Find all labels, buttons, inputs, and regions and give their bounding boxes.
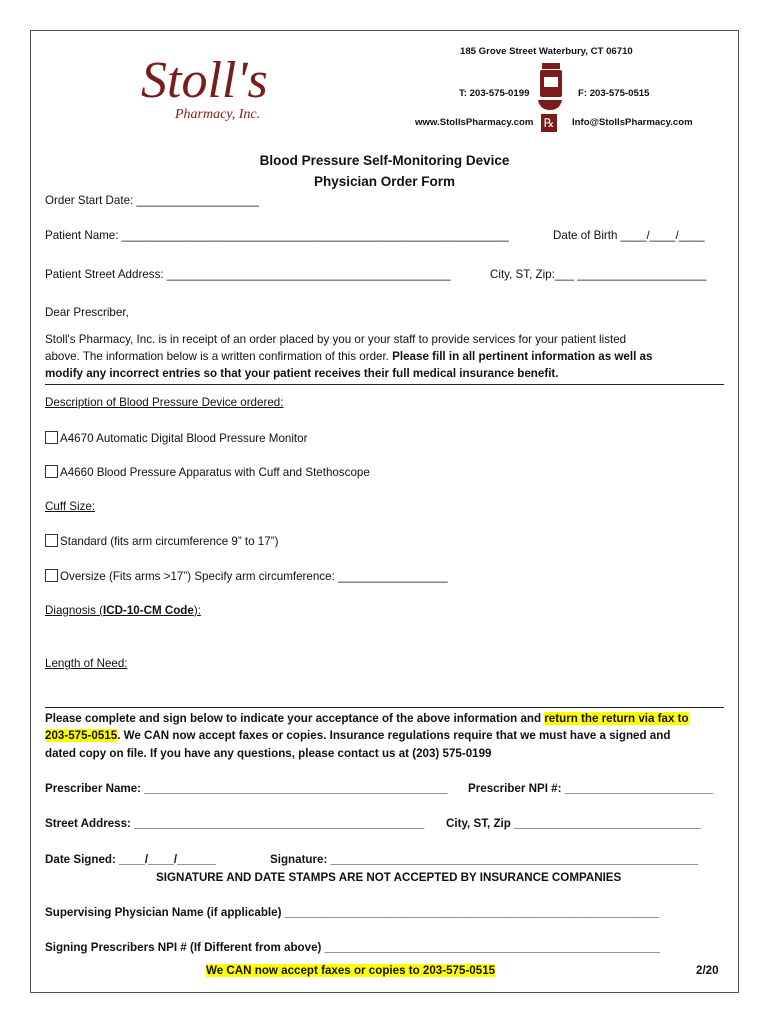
supervising-physician-field[interactable]: Supervising Physician Name (if applicable) __________________________________________________________: [45, 906, 659, 919]
checkbox-a4670[interactable]: [45, 431, 58, 444]
diagnosis-suffix: ):: [193, 604, 201, 617]
cuff-option-oversize[interactable]: [45, 569, 448, 583]
length-of-need-field[interactable]: Length of Need:: [45, 657, 128, 670]
checkbox-oversize[interactable]: [45, 569, 58, 582]
device-option-a4660[interactable]: [45, 465, 370, 479]
logo-main-text: Stoll's: [141, 52, 268, 109]
instructions-line-3: dated copy on file. If you have any questions, please contact us at (203) 575-0199: [45, 747, 492, 760]
device-option-a4670-label: A4670 Automatic Digital Blood Pressure Monitor: [60, 432, 308, 445]
prescriber-name-field[interactable]: Prescriber Name: _______________________________________________: [45, 782, 448, 795]
logo-sub-text: Pharmacy, Inc.: [175, 107, 261, 122]
salutation: Dear Prescriber,: [45, 306, 129, 319]
instructions-line-2: [45, 729, 670, 742]
letter-line-2-text: above. The information below is a written confirmation of this order.: [45, 350, 393, 363]
diagnosis-prefix: Diagnosis (: [45, 604, 103, 617]
pharmacy-address: 185 Grove Street Waterbury, CT 06710: [460, 46, 633, 57]
pill-bottle-icon: [539, 63, 563, 97]
order-start-date-field[interactable]: Order Start Date: ___________________: [45, 194, 260, 207]
date-of-birth-field[interactable]: Date of Birth ____/____/____: [553, 229, 705, 242]
instructions-fax-number: 203-575-0515: [45, 729, 118, 742]
prescriber-street-address-field[interactable]: Street Address: _____________________________________________: [45, 817, 425, 830]
device-option-a4670[interactable]: [45, 431, 307, 445]
instructions-line-1-text: Please complete and sign below to indicate your acceptance of the above information and: [45, 712, 545, 725]
checkbox-a4660[interactable]: [45, 465, 58, 478]
form-page: [30, 30, 739, 993]
cuff-option-standard-label: Standard (fits arm circumference 9” to 17”): [60, 535, 279, 548]
cuff-heading: Cuff Size:: [45, 500, 96, 513]
diagnosis-code: ICD-10-CM Code: [103, 604, 194, 617]
letter-line-3: modify any incorrect entries so that your patient receives their full medical insurance benefit.: [45, 367, 559, 380]
instructions-line-1: [45, 712, 689, 725]
mortar-icon: [537, 98, 563, 112]
form-title-line1: Blood Pressure Self-Monitoring Device: [259, 153, 510, 168]
patient-city-state-zip-field[interactable]: City, ST, Zip:___ ____________________: [490, 268, 707, 281]
footer-fax-notice: We CAN now accept faxes or copies to 203-575-0515: [206, 964, 496, 977]
checkbox-standard[interactable]: [45, 534, 58, 547]
letter-line-1: Stoll's Pharmacy, Inc. is in receipt of an order placed by you or your staff to provide services for your patient listed: [45, 333, 627, 346]
signature-field[interactable]: Signature: _________________________________________________________: [270, 853, 699, 866]
divider-middle: [45, 707, 724, 708]
patient-street-address-field[interactable]: Patient Street Address: ____________________________________________: [45, 268, 451, 281]
cuff-option-standard[interactable]: [45, 534, 278, 548]
patient-name-field[interactable]: Patient Name: ____________________________________________________________: [45, 229, 509, 242]
logo: [141, 51, 291, 131]
date-signed-field[interactable]: Date Signed: ____/____/______: [45, 853, 216, 866]
signing-prescriber-npi-field[interactable]: Signing Prescribers NPI # (If Different from above) ____________________________________________________: [45, 941, 660, 954]
device-heading: Description of Blood Pressure Device ordered:: [45, 396, 284, 409]
divider-top: [45, 384, 724, 385]
form-version: 2/20: [696, 964, 719, 977]
pharmacy-fax: F: 203-575-0515: [578, 88, 650, 99]
cuff-option-oversize-label: Oversize (Fits arms >17”) Specify arm circumference: _________________: [60, 570, 448, 583]
instructions-line-1-highlight: return the return via fax to: [544, 712, 689, 725]
rx-icon: ℞: [541, 114, 557, 132]
device-option-a4660-label: A4660 Blood Pressure Apparatus with Cuff and Stethoscope: [60, 466, 370, 479]
letter-line-2: [45, 350, 652, 363]
form-title-line2: Physician Order Form: [313, 174, 456, 189]
instructions-line-2-text: . We CAN now accept faxes or copies. Insurance regulations require that we must have a signed and: [117, 729, 671, 742]
letter-line-2-bold: Please fill in all pertinent information as well as: [392, 350, 653, 363]
pharmacy-email: Info@StollsPharmacy.com: [572, 117, 693, 128]
pharmacy-phone: T: 203-575-0199: [459, 88, 530, 99]
stamp-notice: SIGNATURE AND DATE STAMPS ARE NOT ACCEPTED BY INSURANCE COMPANIES: [156, 871, 622, 884]
prescriber-city-state-zip-field[interactable]: City, ST, Zip _____________________________: [446, 817, 702, 830]
prescriber-npi-field[interactable]: Prescriber NPI #: _______________________: [468, 782, 713, 795]
pharmacy-website: www.StollsPharmacy.com: [415, 117, 534, 128]
diagnosis-field[interactable]: [45, 604, 201, 617]
